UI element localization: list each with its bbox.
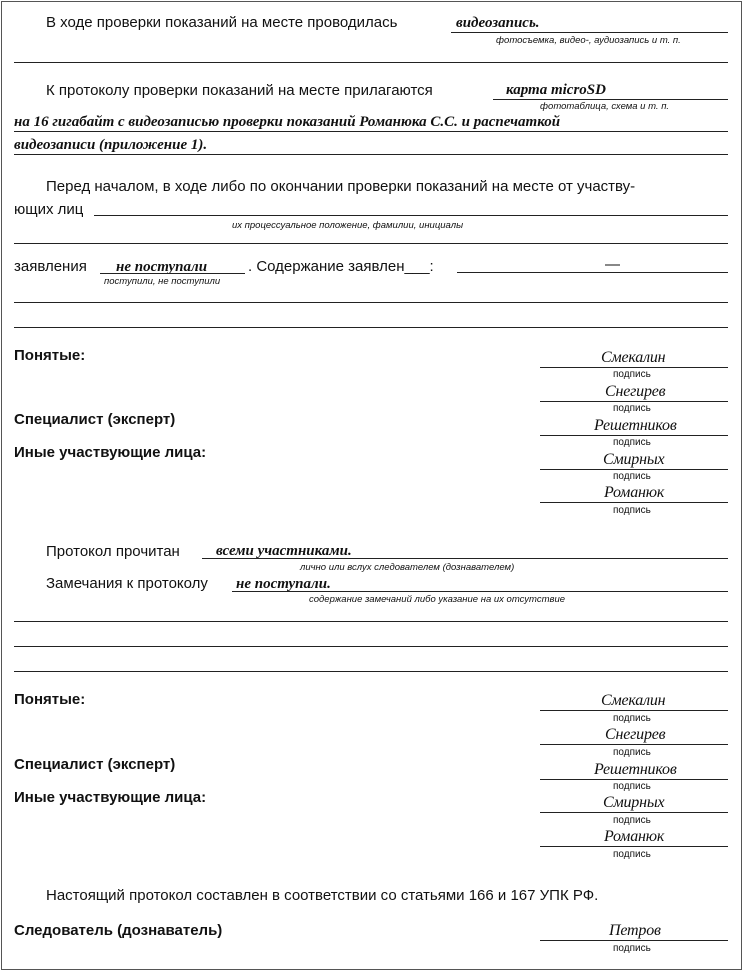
blank-line [14,327,728,328]
attach-line2: на 16 гигабайт с видеозаписью проверки показаний Романюка С.С. и распечаткой [14,114,561,130]
signature-line [540,367,728,368]
signature: Смекалин [601,349,666,366]
attach-underline2 [14,131,728,132]
video-value: видеозапись. [456,15,540,31]
signature-caption: подпись [613,403,651,414]
sig2-witnesses-label: Понятые: [14,691,86,708]
signature: Смирных [603,794,665,811]
signature-caption: подпись [613,781,651,792]
attach-underline [493,99,728,100]
signature-line [540,744,728,745]
statements-content-underline [457,272,728,273]
signature-line [540,401,728,402]
video-caption: фотосъемка, видео-, аудиозапись и т. п. [496,35,681,46]
statements-value: не поступали [116,259,208,275]
blank-line [14,646,728,647]
statements-underline [94,215,728,216]
statements-label: заявления [14,258,87,275]
video-underline [451,32,728,33]
remarks-underline [232,591,728,592]
remarks-text: Замечания к протоколу [46,575,208,592]
signature: Снегирев [605,726,666,743]
read-text: Протокол прочитан [46,543,180,560]
remarks-caption: содержание замечаний либо указание на их отсутствие [309,594,566,605]
signature: Решетников [594,417,677,434]
signature-line [540,435,728,436]
signature: Снегирев [605,383,666,400]
attach-underline3 [14,154,728,155]
blank-line [14,302,728,303]
video-text: В ходе проверки показаний на месте проводилась [46,14,398,31]
signature-line [540,812,728,813]
statements-text2: ющих лиц [14,201,84,218]
signature-caption: подпись [613,943,651,954]
signature-line [540,846,728,847]
signature: Петров [609,922,661,939]
signature-caption: подпись [613,815,651,826]
signature-caption: подпись [613,369,651,380]
statements-caption: их процессуальное положение, фамилии, инициалы [232,220,464,231]
signature: Смекалин [601,692,666,709]
statements-caption2: поступили, не поступили [104,276,221,287]
signature-line [540,469,728,470]
signature-caption: подпись [613,747,651,758]
signature-caption: подпись [613,713,651,724]
signature: Решетников [594,761,677,778]
attach-line3: видеозаписи (приложение 1). [14,137,208,153]
signature: Романюк [604,484,665,501]
attach-value: карта microSD [506,82,606,98]
signature-line [540,710,728,711]
statements-text1: Перед началом, в ходе либо по окончании проверки показаний на месте от участву- [46,178,636,195]
sig2-others-label: Иные участвующие лица: [14,789,207,806]
footer-text: Настоящий протокол составлен в соответствии со статьями 166 и 167 УПК РФ. [46,887,599,904]
signature: Смирных [603,451,665,468]
sig2-specialist-label: Специалист (эксперт) [14,756,176,773]
statements-content-label: . Содержание заявлен___: [248,258,434,275]
investigator-label: Следователь (дознаватель) [14,922,223,939]
signature-line [540,779,728,780]
read-underline [202,558,728,559]
signature-caption: подпись [613,471,651,482]
attach-caption: фототаблица, схема и т. п. [540,101,670,112]
signature-caption: подпись [613,849,651,860]
signature: Романюк [604,828,665,845]
statements-dash: — [605,256,620,273]
signature-caption: подпись [613,505,651,516]
blank-line [14,243,728,244]
read-caption: лично или вслух следователем (дознавателем) [300,562,515,573]
blank-line [14,621,728,622]
blank-line [14,62,728,63]
read-value: всеми участниками. [216,543,352,559]
sig1-others-label: Иные участвующие лица: [14,444,207,461]
statements-value-underline [100,273,245,274]
signature-caption: подпись [613,437,651,448]
signature-line [540,502,728,503]
sig1-specialist-label: Специалист (эксперт) [14,411,176,428]
sig1-witnesses-label: Понятые: [14,347,86,364]
attach-text: К протоколу проверки показаний на месте прилагаются [46,82,433,99]
remarks-value: не поступали. [236,576,331,592]
signature-line [540,940,728,941]
blank-line [14,671,728,672]
